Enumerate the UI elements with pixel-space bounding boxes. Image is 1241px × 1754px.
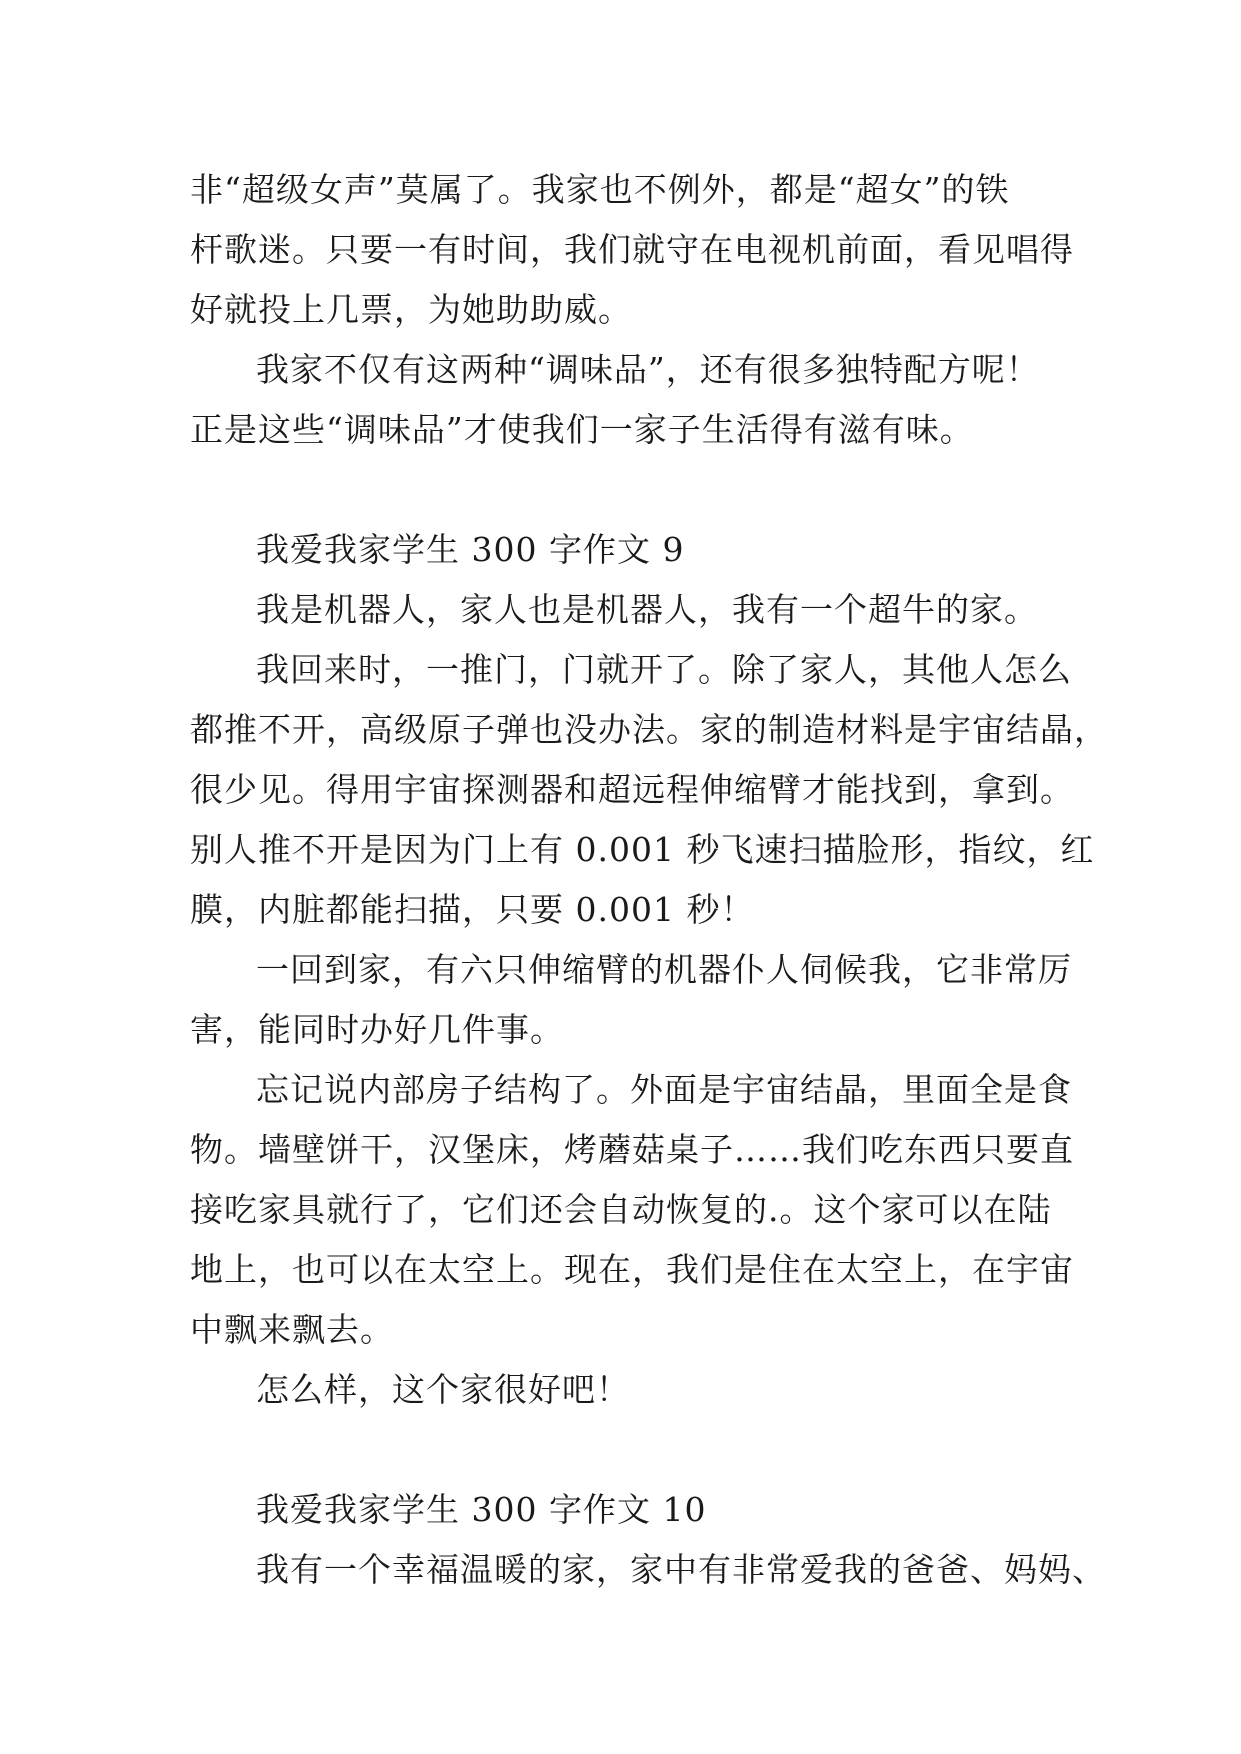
paragraph-line: 地上，也可以在太空上。现在，我们是住在太空上，在宇宙 [190, 1250, 1074, 1289]
paragraph-line: 忘记说内部房子结构了。外面是宇宙结晶，里面全是食 [256, 1070, 1072, 1109]
paragraph-line: 接吃家具就行了，它们还会自动恢复的.。这个家可以在陆 [190, 1190, 1052, 1229]
paragraph-line: 很少见。得用宇宙探测器和超远程伸缩臂才能找到，拿到。 [190, 770, 1074, 809]
document-page [190, 160, 1108, 1600]
paragraph-line: 都推不开，高级原子弹也没办法。家的制造材料是宇宙结晶， [190, 710, 1108, 749]
paragraph-line: 正是这些“调味品”才使我们一家子生活得有滋有味。 [190, 410, 974, 449]
paragraph-line: 我是机器人，家人也是机器人，我有一个超牛的家。 [256, 590, 1038, 629]
paragraph-line: 非“超级女声”莫属了。我家也不例外，都是“超女”的铁 [190, 170, 1010, 209]
paragraph-line: 杆歌迷。只要一有时间，我们就守在电视机前面，看见唱得 [190, 230, 1074, 269]
section-gap [190, 1420, 1070, 1480]
paragraph-line: 一回到家，有六只伸缩臂的机器仆人伺候我，它非常厉 [256, 950, 1072, 989]
paragraph-line: 好就投上几票，为她助助威。 [190, 290, 632, 329]
paragraph-line: 怎么样，这个家很好吧！ [256, 1370, 630, 1409]
paragraph-line: 物。墙壁饼干，汉堡床，烤蘑菇桌子……我们吃东西只要直 [190, 1130, 1074, 1169]
paragraph-line: 我家不仅有这两种“调味品”，还有很多独特配方呢！ [256, 350, 1040, 389]
paragraph-line: 膜，内脏都能扫描，只要 0.001 秒！ [190, 890, 755, 929]
paragraph-line: 中飘来飘去。 [190, 1310, 394, 1349]
paragraph-line: 我回来时，一推门，门就开了。除了家人，其他人怎么 [256, 650, 1072, 689]
paragraph-line: 别人推不开是因为门上有 0.001 秒飞速扫描脸形，指纹，红 [190, 830, 1095, 869]
section-heading-10: 我爱我家学生 300 字作文 10 [256, 1490, 707, 1529]
section-heading-9: 我爱我家学生 300 字作文 9 [256, 530, 685, 569]
paragraph-line: 害，能同时办好几件事。 [190, 1010, 564, 1049]
paragraph-line: 我有一个幸福温暖的家，家中有非常爱我的爸爸、妈妈、 [256, 1550, 1106, 1589]
section-gap [190, 460, 1070, 520]
